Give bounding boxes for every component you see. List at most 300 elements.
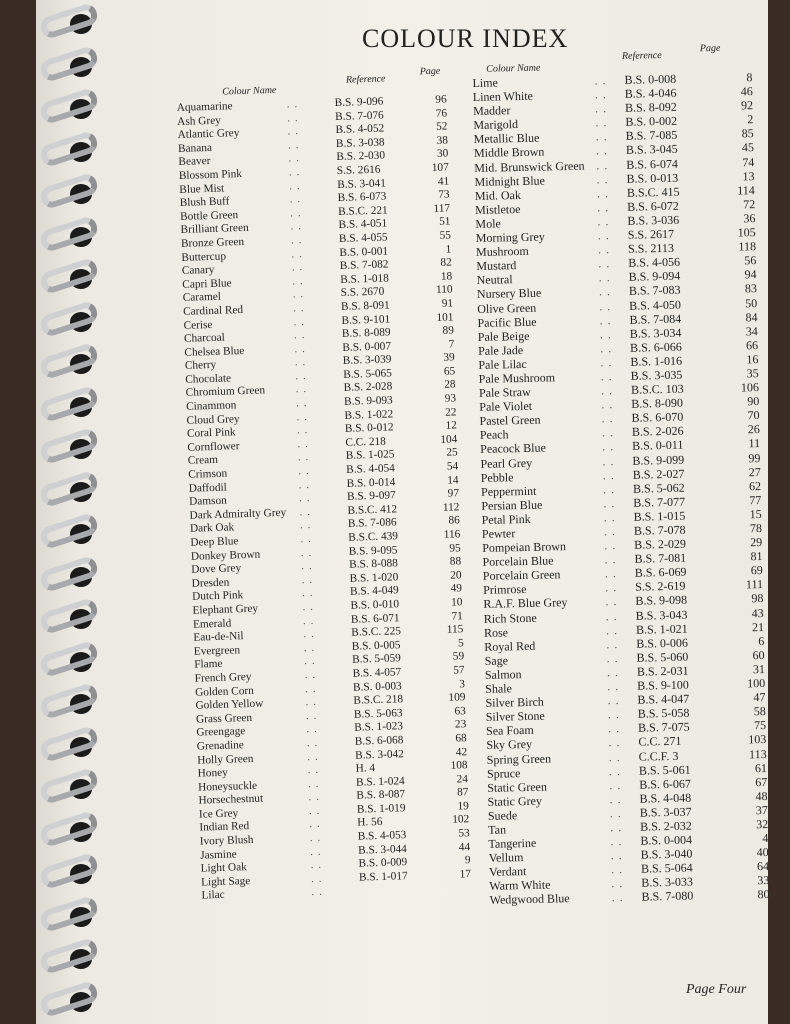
reference-code: B.S. 0-009 [358, 856, 408, 870]
leader-dots: . . [286, 98, 299, 111]
colour-name: Eau-de-Nil [193, 630, 244, 644]
reference-code: S.S. 2670 [340, 285, 385, 300]
page-number: 78 [749, 521, 763, 536]
reference-code: B.S. 4-046 [624, 85, 677, 101]
leader-dots: . . [287, 138, 300, 152]
reference-code: B.S. 6-070 [631, 409, 684, 425]
page-number: 106 [740, 380, 760, 395]
page-number: 94 [744, 267, 757, 282]
colour-name: Cornflower [187, 440, 240, 454]
reference-code: B.S. 0-005 [351, 638, 401, 653]
binding-ring [58, 91, 102, 125]
reference-code: B.S. 4-056 [628, 254, 681, 270]
leader-dots: . . [610, 848, 623, 863]
reference-code: B.S. 7-081 [634, 550, 687, 566]
reference-code: B.S. 3-042 [354, 747, 404, 762]
reference-code: B.S. 5-059 [351, 652, 402, 667]
colour-name: Pale Jade [477, 342, 524, 358]
reference-code: B.S. 1-017 [358, 869, 408, 884]
colour-name: R.A.F. Blue Grey [483, 595, 568, 612]
page-number: 18 [440, 270, 453, 283]
reference-code: B.S. 1-021 [635, 621, 688, 637]
binding-ring [58, 346, 102, 380]
leader-dots: . . [298, 492, 311, 505]
leader-dots: . . [286, 111, 299, 125]
page-number: 84 [745, 309, 758, 324]
page-number: 25 [446, 446, 458, 460]
leader-dots: . . [602, 481, 616, 497]
leader-dots: . . [294, 356, 307, 369]
reference-code: B.S. 0-006 [636, 635, 689, 651]
reference-code: B.S. 0-010 [350, 598, 400, 612]
reference-code: B.S. 8-092 [624, 99, 677, 115]
leader-dots: . . [310, 872, 323, 885]
colour-name: Buttercup [181, 250, 227, 264]
leader-dots: . . [599, 312, 612, 327]
page-number: 40 [756, 845, 769, 860]
reference-code: B.S. 2-028 [343, 380, 393, 395]
reference-code: B.S.C. 415 [626, 184, 680, 200]
colour-name: Salmon [484, 667, 522, 682]
leader-dots: . . [594, 73, 607, 88]
colour-name: Static Grey [487, 793, 543, 809]
page-number: 53 [458, 827, 470, 840]
colour-name: Caramel [182, 291, 222, 305]
reference-code: B.S. 5-065 [343, 367, 393, 381]
page-number: 117 [433, 202, 451, 215]
page-number: 46 [740, 84, 753, 99]
reference-code: B.S.C. 221 [337, 204, 388, 218]
leader-dots: . . [304, 682, 317, 695]
page-number: 32 [755, 816, 769, 832]
leader-dots: . . [604, 566, 617, 581]
leader-dots: . . [606, 636, 619, 652]
reference-code: B.S. 2-032 [639, 818, 692, 834]
reference-code: B.S. 5-064 [640, 860, 693, 876]
colour-name: Brilliant Green [180, 222, 249, 237]
page-number: 43 [751, 605, 764, 620]
reference-code: B.S. 9-096 [334, 95, 384, 110]
page-number: 31 [752, 661, 766, 677]
colour-name: Flame [194, 658, 223, 672]
reference-code: B.S. 7-082 [339, 258, 389, 273]
reference-code: B.S.C. 439 [348, 530, 399, 544]
reference-code: C.C.F. 3 [638, 748, 679, 764]
leader-dots: . . [295, 369, 307, 383]
leader-dots: . . [309, 845, 322, 858]
colour-name: Honeysuckle [197, 779, 258, 794]
colour-name: Holly Green [197, 752, 254, 767]
colour-name: Peppermint [480, 483, 537, 499]
leader-dots: . . [597, 200, 610, 215]
leader-dots: . . [300, 546, 313, 559]
colour-name: Light Sage [200, 874, 251, 889]
colour-name: Ash Grey [176, 114, 221, 128]
reference-code: B.S. 9-094 [628, 268, 681, 285]
colour-name: Marigold [473, 117, 519, 133]
colour-name: Dark Oak [189, 521, 235, 536]
leader-dots: . . [290, 220, 303, 233]
leader-dots: . . [603, 510, 616, 525]
page-number: 89 [442, 324, 455, 337]
page-number: 111 [745, 577, 764, 592]
leader-dots: . . [604, 552, 617, 567]
colour-name: Cardinal Red [182, 303, 244, 318]
page-number: 24 [456, 772, 469, 786]
colour-name: Evergreen [193, 644, 241, 658]
colour-name: Tangerine [488, 835, 537, 851]
index-page [36, 0, 768, 1024]
reference-code: S.S. 2616 [336, 163, 381, 177]
colour-name: Dove Grey [191, 562, 242, 576]
page-number: 90 [747, 394, 760, 409]
header-page: Page [419, 65, 441, 78]
page-number: 28 [444, 378, 456, 392]
reference-code: B.S. 7-085 [625, 128, 678, 144]
colour-name: Linen White [472, 88, 534, 105]
leader-dots: . . [294, 342, 307, 356]
leader-dots: . . [604, 580, 618, 595]
colour-name: Bottle Green [179, 208, 239, 223]
leader-dots: . . [297, 437, 310, 451]
page-number: 50 [745, 295, 758, 310]
colour-name: Dresden [191, 576, 230, 590]
page-number: 97 [447, 487, 460, 500]
reference-code: B.S. 7-078 [633, 522, 686, 538]
reference-code: B.S. 4-052 [335, 122, 385, 137]
leader-dots: . . [600, 383, 614, 398]
reference-code: B.S. 3-040 [640, 846, 693, 862]
colour-name: Horsechestnut [198, 792, 264, 807]
leader-dots: . . [299, 505, 312, 519]
page-number: 15 [749, 506, 762, 522]
colour-name: Blue Mist [179, 182, 225, 196]
colour-name: Pearl Grey [480, 455, 533, 471]
reference-code: B.S. 9-093 [343, 394, 393, 408]
page-number: 93 [444, 392, 457, 405]
reference-code: B.S. 1-024 [355, 774, 405, 789]
page-number: 86 [448, 514, 461, 528]
binding-ring [58, 856, 102, 890]
colour-name: Grass Green [195, 711, 253, 726]
colour-name: French Grey [194, 670, 252, 685]
leader-dots: . . [605, 594, 618, 609]
reference-code: B.S. 8-091 [340, 299, 390, 313]
leader-dots: . . [308, 791, 321, 804]
page-number: 109 [448, 691, 466, 704]
reference-code: S.S. 2113 [627, 240, 675, 256]
reference-code: B.S. 5-063 [353, 706, 403, 721]
leader-dots: . . [594, 87, 607, 102]
page-number: 56 [744, 253, 757, 268]
leader-dots: . . [605, 622, 619, 637]
leader-dots: . . [301, 573, 314, 587]
reference-code: B.S. 8-088 [349, 557, 399, 571]
leader-dots: . . [298, 465, 310, 478]
leader-dots: . . [594, 101, 608, 116]
page-number: 30 [436, 147, 449, 161]
leader-dots: . . [600, 355, 613, 370]
binding-ring [58, 686, 102, 720]
leader-dots: . . [297, 451, 310, 464]
page-number: 17 [459, 867, 472, 881]
page-number: 113 [748, 746, 767, 761]
page-number: 103 [748, 732, 767, 747]
page-number: 10 [450, 596, 463, 609]
colour-name: Dark Admiralty Grey [189, 506, 287, 522]
page-number: 85 [741, 126, 754, 141]
page-number: 57 [453, 664, 465, 677]
reference-code: B.S. 2-030 [336, 149, 386, 164]
colour-name: Cherry [184, 359, 217, 373]
leader-dots: . . [287, 125, 300, 138]
leader-dots: . . [611, 890, 624, 905]
page-number: 68 [455, 732, 467, 745]
colour-name: Chelsea Blue [184, 344, 245, 359]
index-column-right [472, 42, 790, 908]
page-number: 16 [746, 351, 759, 367]
leader-dots: . . [596, 171, 609, 187]
page-number: 75 [753, 718, 767, 733]
reference-code: B.S. 7-075 [637, 719, 690, 735]
page-number: 45 [741, 140, 755, 155]
colour-name: Mole [475, 216, 501, 231]
page-number: 27 [748, 464, 761, 479]
page-number: 63 [454, 704, 467, 718]
colour-name: Pale Lilac [478, 356, 527, 372]
leader-dots: . . [300, 532, 313, 546]
leader-dots: . . [292, 274, 304, 288]
colour-name: Pewter [481, 526, 516, 541]
binding-ring [58, 559, 102, 593]
reference-code: B.S. 1-022 [344, 408, 394, 422]
colour-name: Rich Stone [483, 610, 537, 626]
reference-code: B.S. 8-087 [356, 788, 406, 802]
reference-code: B.S. 6-071 [350, 611, 400, 626]
page-number: 2 [747, 112, 754, 127]
page-number: 55 [439, 229, 452, 242]
leader-dots: . . [289, 179, 301, 193]
leader-dots: . . [606, 650, 619, 666]
page-number: 39 [443, 351, 455, 365]
leader-dots: . . [298, 478, 311, 491]
page-number: 77 [749, 492, 762, 508]
page-number: 98 [751, 591, 764, 606]
binding-ring [58, 49, 102, 83]
colour-name: Peach [479, 427, 509, 443]
leader-dots: . . [602, 439, 615, 454]
colour-name: Donkey Brown [190, 548, 261, 563]
page-number: 23 [454, 718, 467, 731]
colour-name: Sage [484, 653, 509, 668]
colour-name: Indian Red [199, 820, 250, 835]
page-number: 9 [464, 854, 471, 867]
reference-code: B.S. 7-084 [629, 311, 682, 327]
page-number: 37 [755, 802, 768, 818]
colour-name: Canary [181, 264, 215, 278]
leader-dots: . . [597, 228, 610, 243]
binding-ring [58, 389, 102, 423]
page-number: 61 [754, 760, 768, 775]
colour-name: Cinammon [185, 399, 237, 413]
leader-dots: . . [595, 115, 608, 130]
binding-ring [58, 261, 102, 295]
reference-code: B.S. 0-012 [344, 421, 394, 436]
page-number: 70 [747, 408, 760, 423]
leader-dots: . . [293, 329, 306, 342]
binding-ring [58, 474, 102, 508]
reference-code: B.S. 0-002 [625, 114, 678, 130]
reference-code: B.S. 6-067 [639, 776, 692, 792]
colour-name: Cream [187, 454, 219, 468]
page-number: 54 [446, 460, 459, 473]
page-number: 8 [746, 70, 753, 85]
reference-code: B.S. 4-050 [629, 297, 682, 313]
page-number: 110 [435, 283, 453, 297]
page-number: 26 [747, 422, 760, 437]
colour-name: Metallic Blue [473, 130, 540, 147]
page-number: 19 [457, 800, 470, 813]
reference-code: B.S. 7-086 [347, 516, 397, 531]
colour-name: Vellum [488, 850, 524, 865]
reference-code: B.S. 9-097 [346, 489, 396, 504]
leader-dots: . . [595, 129, 608, 144]
colour-name: Pale Mushroom [478, 370, 556, 386]
colour-name: Sky Grey [486, 737, 533, 753]
page-number: 49 [450, 582, 463, 595]
binding-ring [58, 771, 102, 805]
page-number: 52 [435, 120, 448, 134]
leader-dots: . . [291, 247, 304, 260]
leader-dots: . . [599, 298, 612, 313]
reference-code: B.S. 6-069 [634, 564, 687, 580]
colour-name: Pebble [480, 469, 514, 485]
colour-name: Middle Brown [473, 144, 545, 161]
binding-ring [58, 899, 102, 933]
page-number: 58 [753, 704, 766, 719]
reference-code: B.S.C. 412 [347, 503, 398, 517]
colour-name: Rose [483, 625, 509, 640]
colour-name: Lime [472, 75, 498, 90]
reference-code: B.S. 3-039 [342, 353, 392, 368]
reference-code: B.S. 2-031 [636, 663, 689, 679]
page-number: 107 [431, 161, 449, 174]
colour-name: Static Green [487, 779, 548, 795]
page-number: 87 [456, 786, 469, 799]
reference-code: B.S. 3-041 [337, 177, 387, 191]
colour-name: Golden Corn [194, 684, 254, 699]
page-number: 104 [440, 433, 458, 446]
page-number: 11 [748, 436, 761, 451]
binding-ring [58, 176, 102, 210]
binding-ring [58, 814, 102, 848]
colour-name: Grenadine [196, 739, 245, 753]
page-number: 96 [435, 93, 447, 106]
leader-dots: . . [302, 600, 315, 614]
colour-name: Emerald [192, 617, 232, 631]
leader-dots: . . [299, 519, 312, 532]
colour-name: Mid. Oak [474, 187, 522, 203]
colour-name: Cloud Grey [186, 412, 240, 427]
leader-dots: . . [288, 152, 301, 165]
page-number: 29 [750, 535, 763, 550]
colour-name: Midnight Blue [474, 173, 546, 189]
reference-code: B.S. 1-025 [345, 448, 395, 463]
reference-code: B.S. 6-068 [354, 734, 404, 748]
colour-name: Charcoal [183, 331, 225, 345]
leader-dots: . . [601, 425, 615, 440]
reference-code: B.S. 4-048 [639, 790, 692, 806]
colour-name: Verdant [488, 864, 527, 880]
reference-code: B.S. 9-095 [348, 543, 398, 558]
reference-code: B.S. 0-008 [624, 71, 677, 87]
leader-dots: . . [307, 777, 320, 790]
binding-ring [58, 219, 102, 253]
reference-code: B.S.C. 225 [351, 625, 402, 639]
binding-ring [58, 516, 102, 550]
reference-code: B.S. 1-019 [356, 802, 406, 816]
leader-dots: . . [301, 587, 314, 600]
leader-dots: . . [609, 805, 622, 821]
colour-name: Atlantic Grey [177, 127, 240, 142]
colour-name: Capri Blue [182, 277, 232, 291]
colour-name: Coral Pink [186, 426, 236, 441]
page-number: 73 [438, 188, 450, 201]
colour-name: Nursery Blue [476, 286, 542, 302]
leader-dots: . . [605, 608, 618, 623]
reference-code: B.S. 0-001 [339, 244, 389, 259]
leader-dots: . . [295, 383, 308, 396]
page-number: 91 [441, 297, 454, 310]
page-number: 100 [747, 676, 766, 691]
reference-code: B.S. 6-066 [629, 339, 682, 355]
page-number: 71 [451, 609, 464, 623]
reference-code: B.S. 0-011 [632, 438, 684, 454]
colour-name: Light Oak [200, 861, 247, 875]
colour-name: Beaver [178, 155, 211, 169]
leader-dots: . . [311, 886, 324, 899]
leader-dots: . . [302, 614, 315, 627]
page-number: 3 [459, 677, 466, 690]
reference-code: H. 56 [357, 816, 383, 830]
page-number: 41 [437, 175, 450, 188]
page-number: 20 [450, 569, 462, 582]
reference-code: B.S. 3-035 [630, 367, 683, 383]
page-number: 4 [762, 831, 769, 846]
colour-name: Warm White [489, 877, 551, 894]
leader-dots: . . [602, 453, 615, 468]
colour-name: Chocolate [185, 372, 232, 386]
leader-dots: . . [609, 791, 622, 807]
page-number: 5 [457, 636, 464, 650]
colour-name: Pompeian Brown [482, 539, 567, 555]
reference-code: B.S. 4-057 [352, 666, 402, 680]
reference-code: B.S. 7-076 [334, 109, 384, 123]
leader-dots: . . [306, 723, 319, 736]
leader-dots: . . [607, 693, 620, 708]
reference-code: B.S. 4-047 [637, 691, 690, 707]
page-number: 66 [745, 337, 759, 353]
leader-dots: . . [304, 655, 316, 668]
leader-dots: . . [306, 736, 319, 750]
binding-ring [58, 134, 102, 168]
colour-name: Mid. Brunswick Green [474, 158, 585, 175]
leader-dots: . . [607, 679, 620, 694]
colour-name: Pale Straw [478, 384, 531, 400]
colour-name: Bronze Green [180, 235, 245, 250]
leader-dots: . . [598, 284, 612, 299]
reference-code: B.S. 7-080 [641, 888, 694, 905]
